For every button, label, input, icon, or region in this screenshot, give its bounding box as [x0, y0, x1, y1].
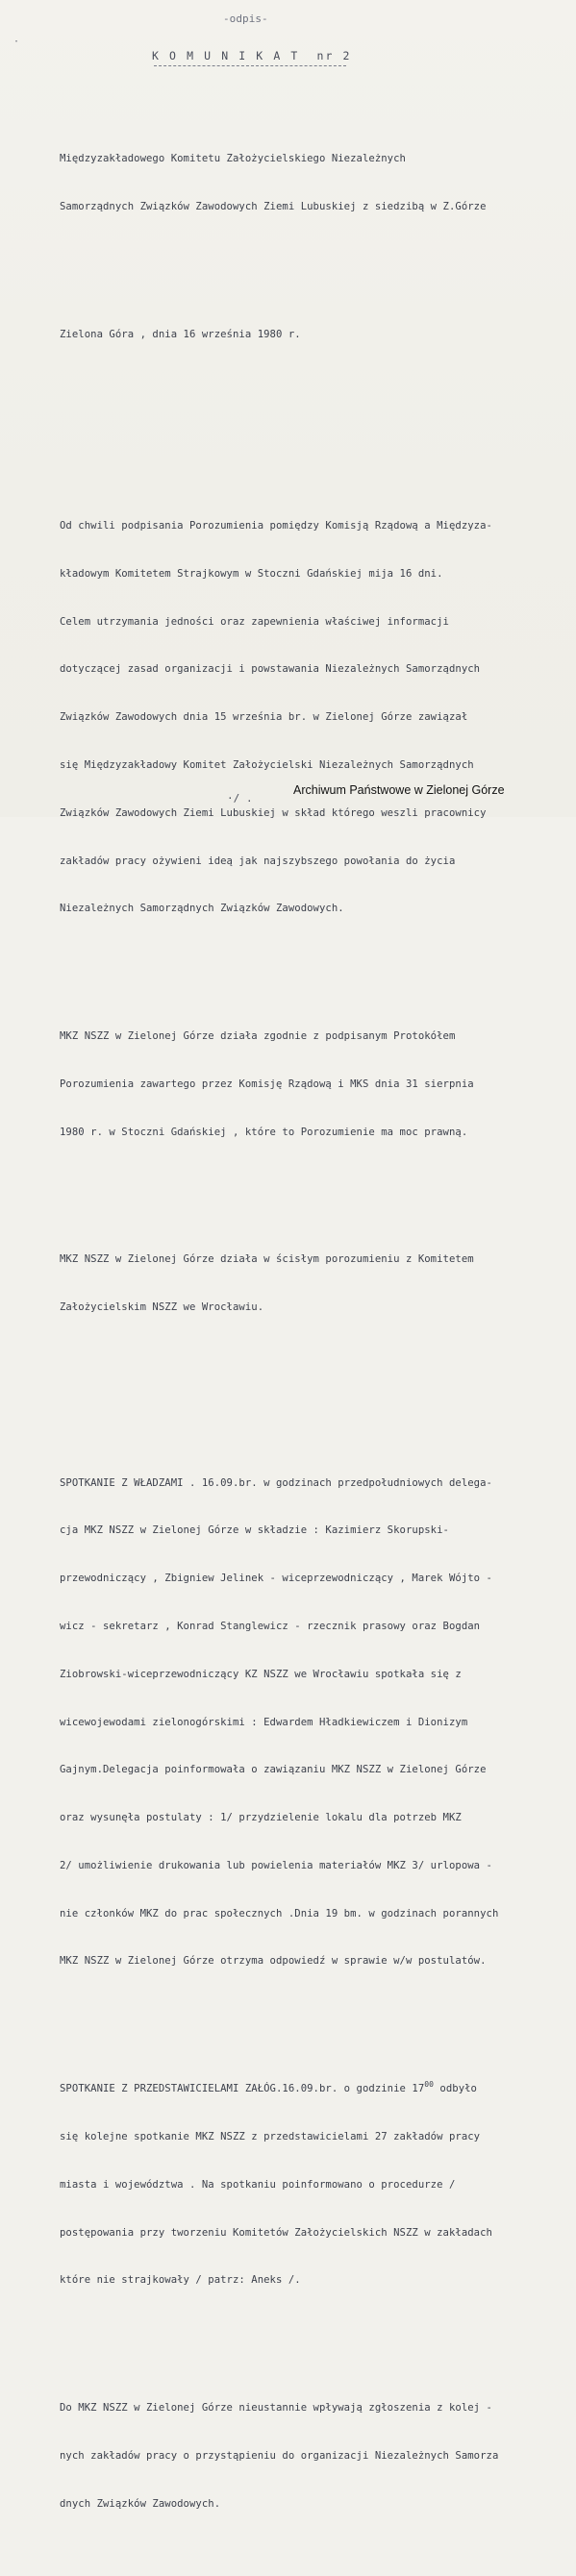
time-superscript: 00: [424, 2080, 434, 2090]
text-line: Od chwili podpisania Porozumienia pomiędzy Komisją Rządową a Międzyza-: [60, 520, 492, 533]
text-line: Ziobrowski-wiceprzewodniczący KZ NSZZ we Wrocławiu spotkała się z: [60, 1668, 462, 1680]
text-line: Celem utrzymania jedności oraz zapewnienia właściwej informacji: [60, 615, 449, 628]
page-marker: ·/ .: [227, 792, 253, 805]
addressee-line: Międzyzakładowego Komitetu Założycielskiego Niezależnych: [60, 153, 406, 165]
archive-stamp: Archiwum Państwowe w Zielonej Górze: [293, 783, 505, 797]
addressee-block: [60, 119, 498, 247]
text-line: nie członków MKZ do prac społecznych .Dnia 19 bm. w godzinach porannych: [60, 1907, 499, 1920]
place-date: Zielona Góra , dnia 16 września 1980 r.: [60, 328, 301, 340]
text-line: wicz - sekretarz , Konrad Stanglewicz - rzecznik prasowy oraz Bogdan: [60, 1621, 481, 1632]
text-line: Niezależnych Samorządnych Związków Zawodowych.: [60, 903, 344, 915]
text-fragment: odbyło: [433, 2083, 477, 2095]
text-line: SPOTKANIE Z WŁADZAMI . 16.09.br. w godzinach przedpołudniowych delega-: [60, 1476, 492, 1489]
text-line: postępowania przy tworzeniu Komitetów Założycielskich NSZZ w zakładach: [60, 2226, 492, 2239]
text-line: się Międzyzakładowy Komitet Założycielski Niezależnych Samorządnych: [60, 758, 474, 771]
document-title: K O M U N I K A T nr 2: [152, 49, 352, 62]
text-line: miasta i województwa . Na spotkaniu poinformowano o procedurze /: [60, 2178, 456, 2191]
text-line: dotyczącej zasad organizacji i powstawania Niezależnych Samorządnych: [60, 663, 481, 676]
document-body: [60, 87, 498, 2576]
paragraph-6: [60, 2368, 498, 2544]
text-line: zakładów pracy ożywieni ideą jak najszybszego powołania do życia: [60, 855, 456, 867]
paragraph-5: [60, 2049, 498, 2320]
text-line: kładowym Komitetem Strajkowym w Stoczni Gdańskiej mija 16 dni.: [60, 567, 443, 580]
text-line: które nie strajkowały / patrz: Aneks /.: [60, 2274, 301, 2287]
paragraph-3: [60, 1220, 498, 1348]
title-underline: [154, 65, 346, 66]
meeting-heading: SPOTKANIE Z PRZEDSTAWICIELAMI ZAŁÓG.16.09.br. o godzinie 17: [60, 2083, 425, 2095]
text-line: 2/ umożliwienie drukowania lub powielenia materiałów MKZ 3/ urlopowa -: [60, 1859, 492, 1871]
text-line: się kolejne spotkanie MKZ NSZZ z przedstawicielami 27 zakładów pracy: [60, 2131, 481, 2143]
text-line: Do MKZ NSZZ w Zielonej Górze nieustannie wpływają zgłoszenia z kolej -: [60, 2402, 492, 2415]
text-line: [60, 2081, 498, 2097]
text-line: dnych Związków Zawodowych.: [60, 2497, 221, 2510]
text-line: Założycielskim NSZZ we Wrocławiu.: [60, 1301, 264, 1314]
paragraph-4: [60, 1443, 498, 2001]
text-line: MKZ NSZZ w Zielonej Górze otrzyma odpowiedź w sprawie w/w postulatów.: [60, 1955, 487, 1968]
text-line: MKZ NSZZ w Zielonej Górze działa zgodnie z podpisanym Protokółem: [60, 1030, 456, 1043]
text-line: Porozumienia zawartego przez Komisję Rządową i MKS dnia 31 sierpnia: [60, 1077, 474, 1090]
text-line: nych zakładów pracy o przystąpieniu do organizacji Niezależnych Samorza: [60, 2449, 499, 2462]
text-line: oraz wysunęła postulaty : 1/ przydzielenie lokalu dla potrzeb MKZ: [60, 1812, 462, 1824]
text-line: cja MKZ NSZZ w Zielonej Górze w składzie : Kazimierz Skorupski-: [60, 1524, 449, 1537]
addressee-line: Samorządnych Związków Zawodowych Ziemi Lubuskiej z siedzibą w Z.Górze: [60, 201, 487, 213]
paragraph-2: [60, 997, 498, 1173]
text-line: wicewojewodami zielonogórskimi : Edwardem Hładkiewiczem i Dionizym: [60, 1716, 468, 1728]
text-line: przewodniczący , Zbigniew Jelinek - wiceprzewodniczący , Marek Wójto -: [60, 1573, 492, 1585]
paragraph-1: [60, 486, 498, 949]
text-line: Związków Zawodowych dnia 15 września br. w Zielonej Górze zawiązał: [60, 711, 468, 724]
text-line: MKZ NSZZ w Zielonej Górze działa w ścisłym porozumieniu z Komitetem: [60, 1253, 474, 1266]
text-line: 1980 r. w Stoczni Gdańskiej , które to Porozumienie ma moc prawną.: [60, 1126, 468, 1138]
margin-mark: ·: [13, 37, 20, 47]
text-line: Związków Zawodowych Ziemi Lubuskiej w skład którego weszli pracownicy: [60, 806, 487, 819]
copy-mark: -odpis-: [223, 12, 268, 25]
text-line: Gajnym.Delegacja poinformowała o zawiązaniu MKZ NSZZ w Zielonej Górze: [60, 1764, 487, 1776]
